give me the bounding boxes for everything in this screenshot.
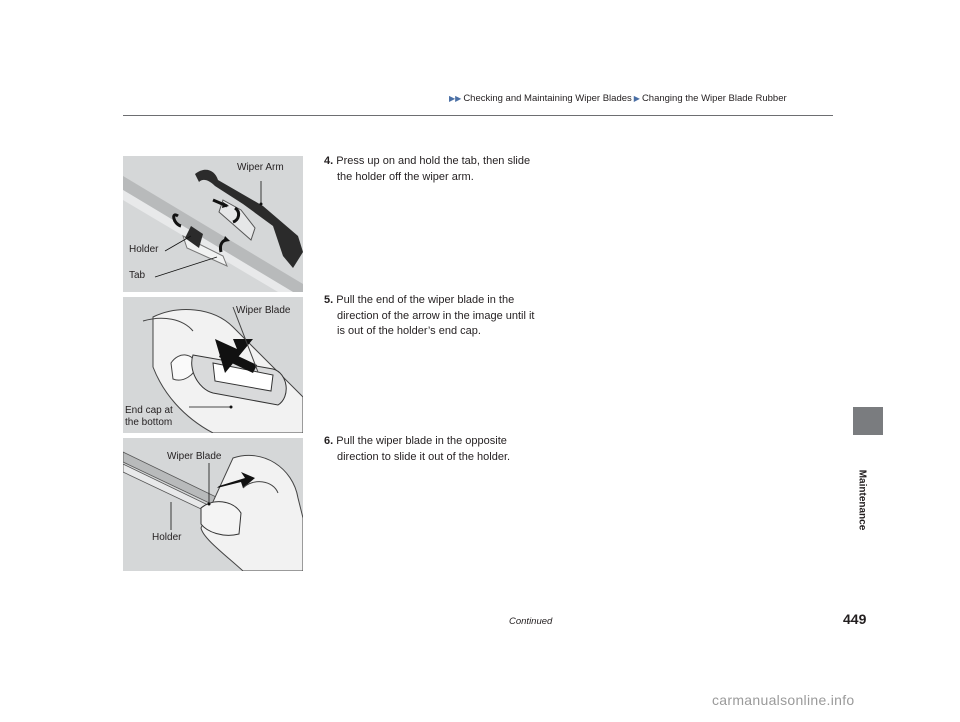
figure-blade-slide-out	[123, 438, 303, 571]
breadcrumb-topic[interactable]: Changing the Wiper Blade Rubber	[641, 93, 787, 104]
step-number: 5.	[324, 294, 334, 306]
step-4	[324, 154, 564, 185]
label-wiper-arm: Wiper Arm	[237, 162, 284, 173]
step-number: 6.	[324, 435, 334, 447]
label-end-cap-line2: the bottom	[125, 417, 173, 428]
step-text: is out of the holder’s end cap.	[337, 325, 481, 337]
label-holder: Holder	[129, 244, 159, 255]
continued-note: Continued	[509, 616, 553, 627]
label-tab: Tab	[129, 270, 146, 281]
breadcrumb	[449, 93, 787, 104]
step-5	[324, 293, 564, 340]
label-wiper-blade: Wiper Blade	[236, 305, 291, 316]
step-text: the holder off the wiper arm.	[337, 170, 474, 183]
wiper-arm-illustration	[123, 156, 303, 292]
step-text: Press up on and hold the tab, then slide	[336, 155, 531, 167]
breadcrumb-separator-icon: ▶	[633, 94, 640, 103]
step-text: direction to slide it out of the holder.	[337, 450, 511, 463]
step-6	[324, 434, 564, 465]
step-number: 4.	[324, 155, 334, 167]
breadcrumb-arrow-icon: ▶▶	[449, 94, 462, 103]
label-holder: Holder	[152, 532, 182, 543]
label-wiper-blade: Wiper Blade	[167, 451, 222, 462]
header-rule	[123, 115, 833, 116]
figure-holder-removal	[123, 156, 303, 292]
step-text: Pull the end of the wiper blade in the	[336, 294, 515, 306]
step-text: direction of the arrow in the image until it	[337, 309, 535, 322]
section-tab-label: Maintenance	[856, 469, 868, 531]
breadcrumb-section[interactable]: Checking and Maintaining Wiper Blades	[463, 93, 632, 104]
page-number: 449	[843, 611, 867, 627]
watermark[interactable]: carmanualsonline.info	[712, 692, 855, 708]
section-tab[interactable]	[853, 407, 883, 435]
figure-blade-pull	[123, 297, 303, 433]
step-text: Pull the wiper blade in the opposite	[336, 435, 507, 447]
label-end-cap-line1: End cap at	[125, 405, 173, 416]
